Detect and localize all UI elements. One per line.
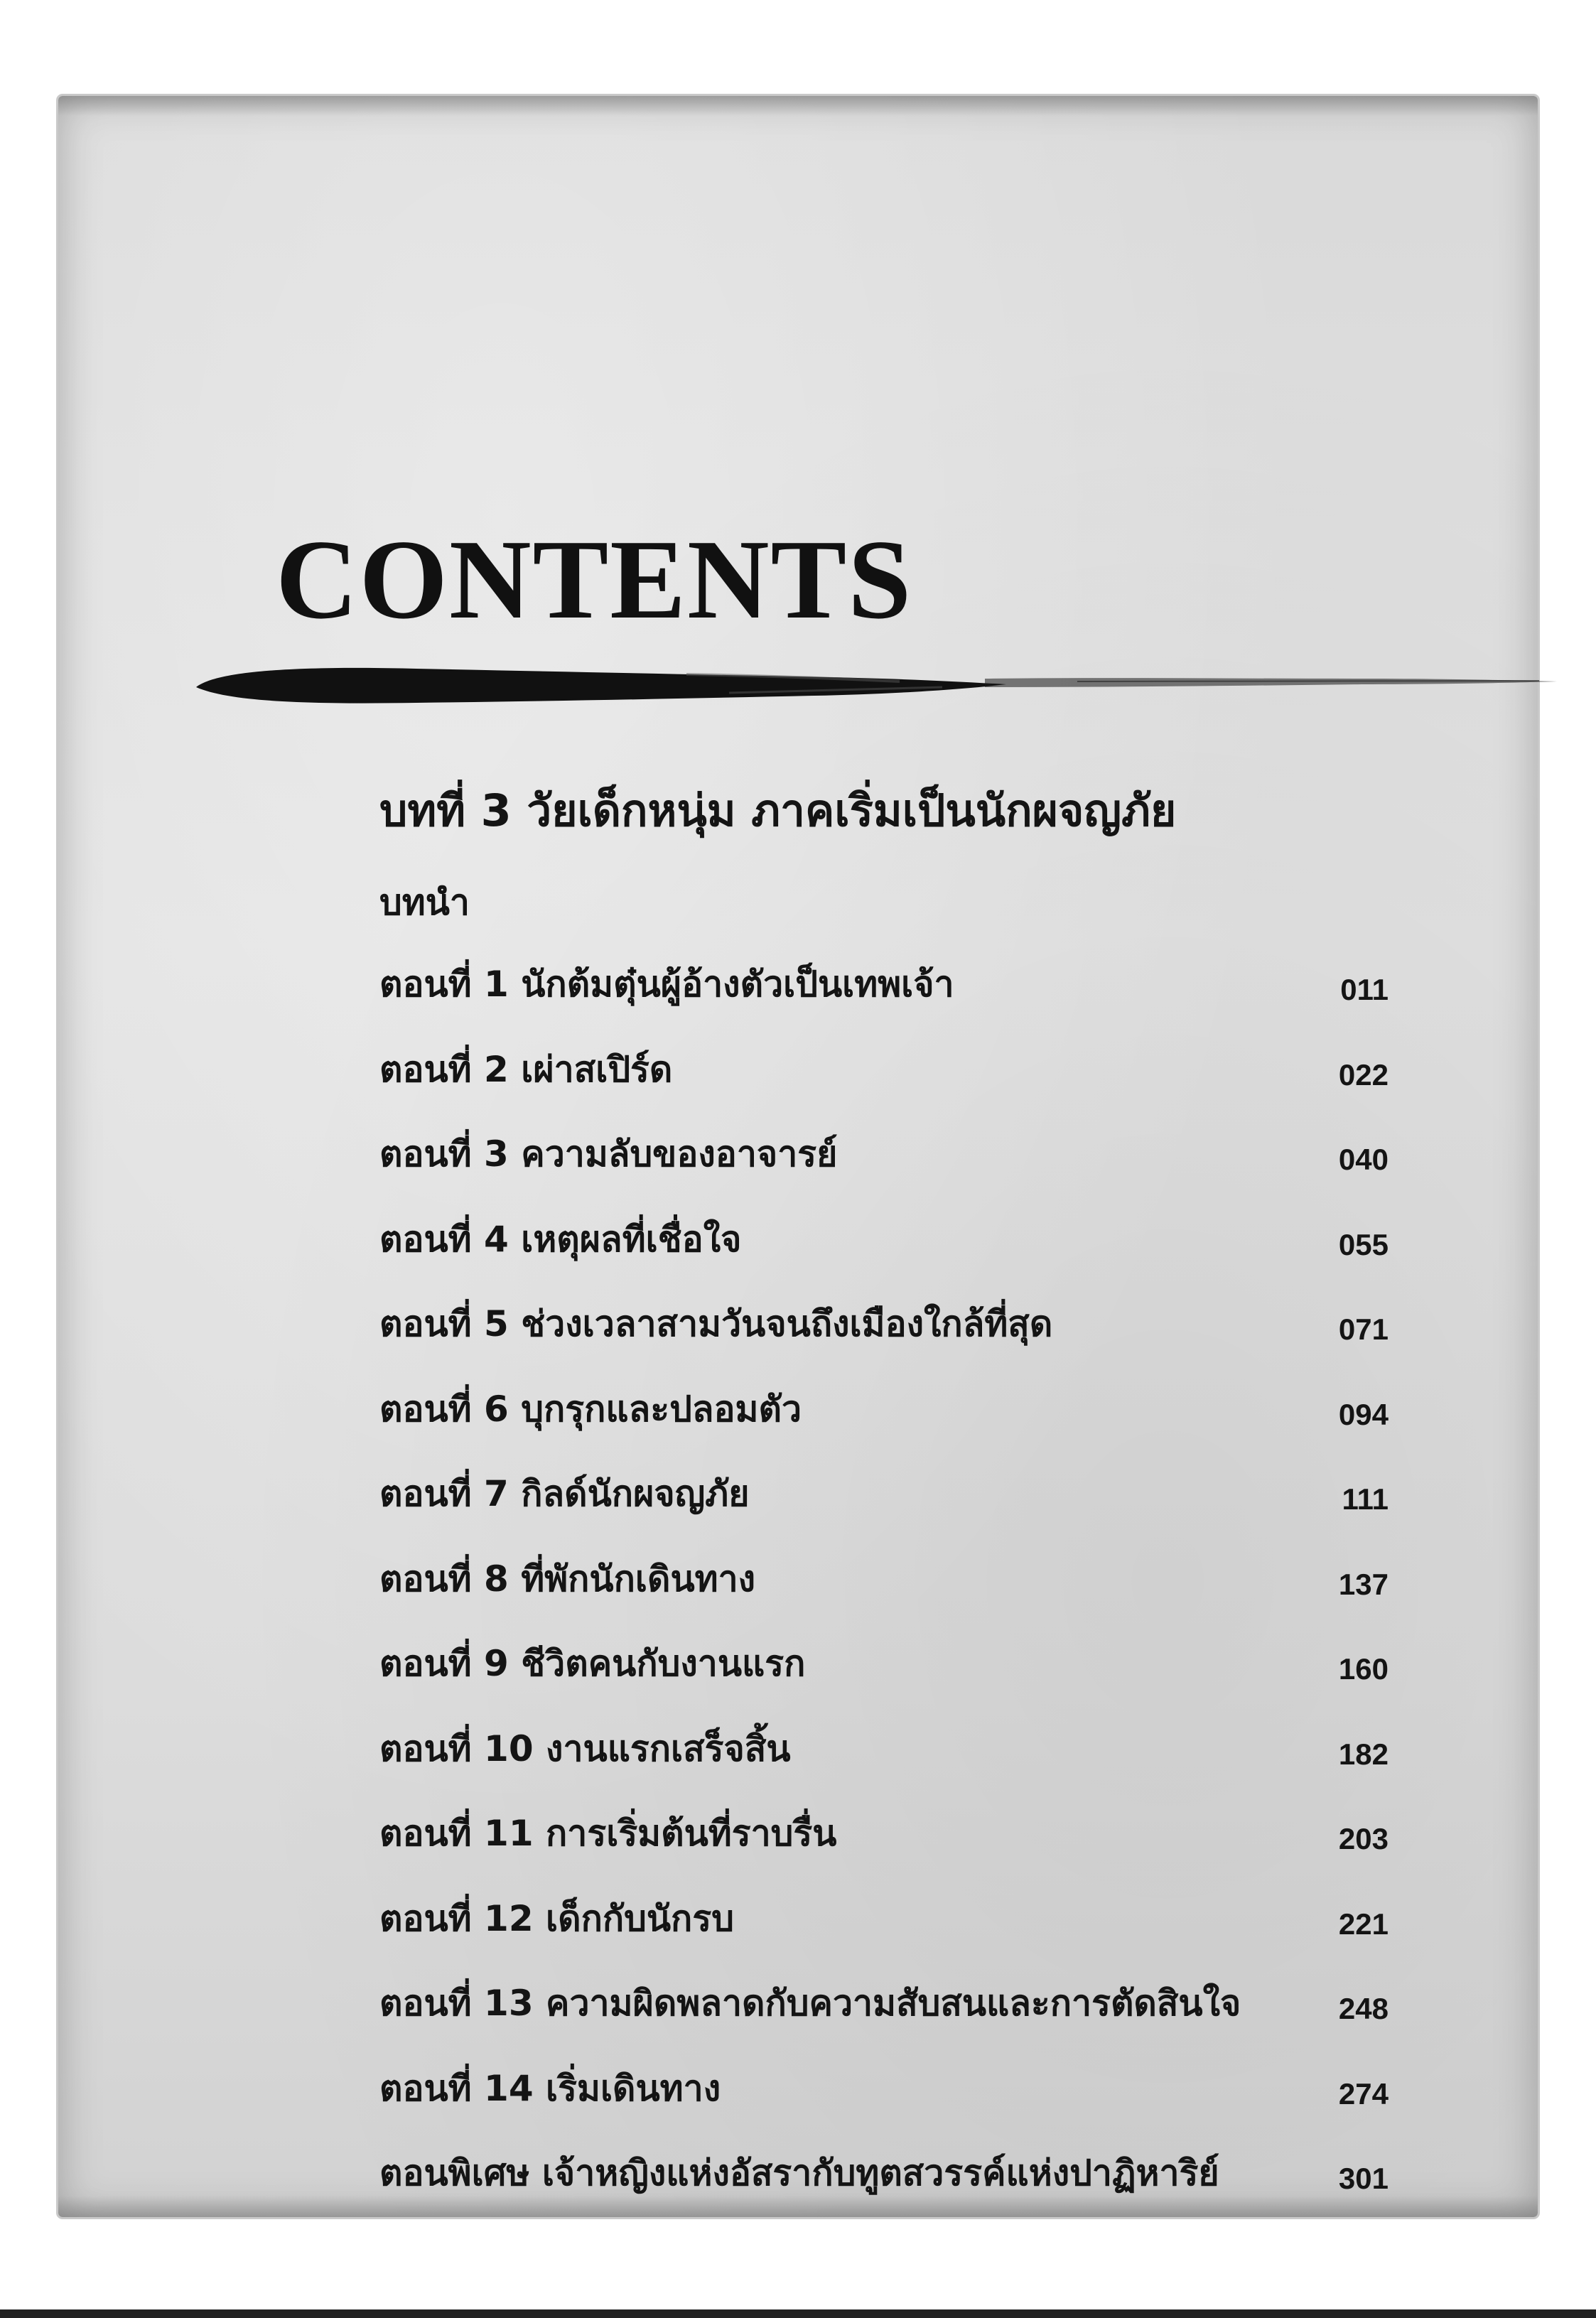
toc-entry-page: 160 — [1338, 1652, 1389, 1686]
toc-entry-title: ตอนที่ 13 ความผิดพลาดกับความสับสนและการตัดสินใจ — [379, 1983, 1241, 2024]
toc-entry-title: ตอนที่ 1 นักต้มตุ๋นผู้อ้างตัวเป็นเทพเจ้า — [379, 964, 954, 1005]
toc-entry — [379, 1727, 1389, 1816]
toc-list — [379, 966, 1389, 2241]
toc-entry-title: ตอนที่ 2 เผ่าสเปิร์ด — [379, 1048, 673, 1090]
toc-entry-title: ตอนที่ 6 บุกรุกและปลอมตัว — [379, 1388, 802, 1430]
toc-entry-title: ตอนที่ 9 ชีวิตคนกับงานแรก — [379, 1643, 806, 1684]
toc-entry-title: ตอนที่ 10 งานแรกเสร็จสิ้น — [379, 1727, 791, 1769]
toc-entry-page: 274 — [1338, 2076, 1389, 2111]
bottom-edge-bar — [0, 2309, 1596, 2318]
toc-entry-page: 055 — [1338, 1227, 1389, 1261]
toc-entry-page: 221 — [1338, 1907, 1389, 1941]
toc-entry-title: ตอนที่ 12 เด็กกับนักรบ — [379, 1897, 734, 1939]
toc-entry-page: 071 — [1338, 1312, 1389, 1346]
toc-entry — [379, 1558, 1389, 1646]
book-page — [58, 96, 1538, 2217]
toc-entry-page: 040 — [1338, 1143, 1389, 1176]
toc-entry-page: 301 — [1338, 2162, 1389, 2195]
toc-entry-page: 022 — [1338, 1057, 1389, 1091]
toc-entry — [379, 1133, 1389, 1222]
toc-entry-page: 094 — [1338, 1397, 1389, 1431]
toc-entry-title: ตอนที่ 14 เริ่มเดินทาง — [379, 2067, 721, 2109]
toc-entry — [379, 1897, 1389, 1986]
toc-entry — [379, 1985, 1389, 2071]
intro-entry: บทนำ — [379, 882, 470, 923]
toc-entry-title: ตอนที่ 7 กิลด์นักผจญภัย — [379, 1473, 750, 1514]
toc-entry — [379, 966, 1389, 1052]
toc-entry-page: 248 — [1338, 1992, 1389, 2025]
toc-entry — [379, 2152, 1389, 2241]
toc-entry — [379, 1388, 1389, 1477]
toc-entry-title: ตอนพิเศษ เจ้าหญิงแห่งอัสรากับทูตสวรรค์แห่งปาฏิหาริย์ — [379, 2152, 1219, 2194]
toc-entry-page: 111 — [1342, 1482, 1389, 1516]
toc-entry-title: ตอนที่ 8 ที่พักนักเดินทาง — [379, 1558, 756, 1600]
toc-entry-title: ตอนที่ 4 เหตุผลที่เชื่อใจ — [379, 1218, 742, 1260]
toc-entry — [379, 2067, 1389, 2156]
toc-entry — [379, 1303, 1389, 1391]
toc-entry-title: ตอนที่ 3 ความลับของอาจารย์ — [379, 1133, 838, 1175]
brush-stroke-divider — [189, 657, 1560, 714]
toc-entry — [379, 1473, 1389, 1561]
contents-heading: CONTENTS — [276, 516, 913, 642]
toc-entry — [379, 1218, 1389, 1307]
toc-entry-page: 203 — [1338, 1822, 1389, 1855]
toc-entry-page: 182 — [1338, 1737, 1389, 1771]
toc-entry — [379, 1813, 1389, 1901]
toc-entry-page: 137 — [1338, 1567, 1389, 1601]
toc-entry — [379, 1048, 1389, 1137]
chapter-heading: บทที่ 3 วัยเด็กหนุ่ม ภาคเริ่มเป็นนักผจญภัย — [379, 785, 1177, 836]
toc-entry — [379, 1643, 1389, 1731]
toc-entry-page: 011 — [1340, 973, 1389, 1006]
toc-entry-title: ตอนที่ 5 ช่วงเวลาสามวันจนถึงเมืองใกล้ที่สุด — [379, 1303, 1053, 1344]
toc-entry-title: ตอนที่ 11 การเริ่มต้นที่ราบรื่น — [379, 1813, 837, 1854]
